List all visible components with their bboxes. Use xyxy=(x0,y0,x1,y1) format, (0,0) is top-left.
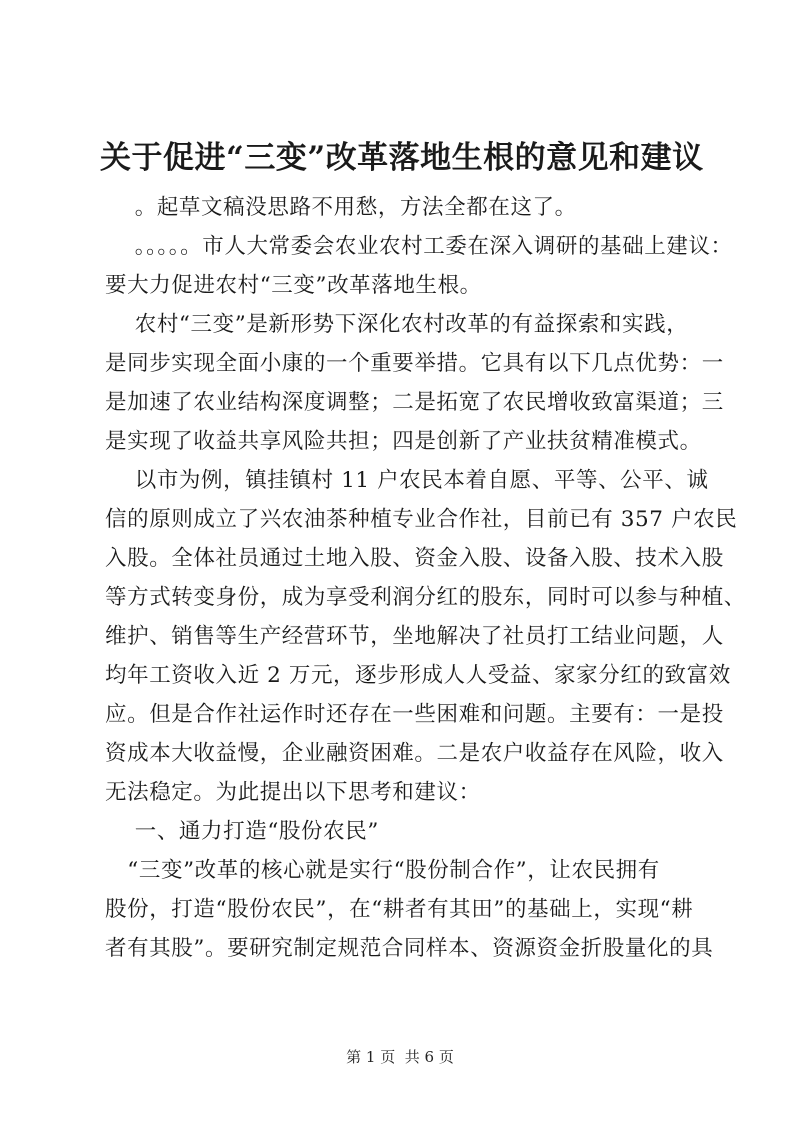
document-body xyxy=(105,188,746,968)
body-line: 入股。全体社员通过土地入股、资金入股、设备入股、技术入股 xyxy=(105,546,724,571)
body-line: 是实现了收益共享风险共担；四是创新了产业扶贫精准模式。 xyxy=(105,429,702,454)
body-line: 要大力促进农村“三变”改革落地生根。 xyxy=(105,273,482,298)
body-line: 无法稳定。为此提出以下思考和建议： xyxy=(105,780,481,805)
body-line: 等方式转变身份，成为享受利润分红的股东，同时可以参与种植、 xyxy=(105,585,746,610)
body-line: 是加速了农业结构深度调整；二是拓宽了农民增收致富渠道；三 xyxy=(105,390,724,415)
body-line: 维护、销售等生产经营环节，坐地解决了社员打工结业问题，人 xyxy=(105,624,724,649)
body-line: 。起草文稿没思路不用愁，方法全都在这了。 xyxy=(105,195,577,220)
body-line: “三变”改革的核心就是实行“股份制合作”，让农民拥有 xyxy=(105,858,660,883)
body-line: 者有其股”。要研究制定规范合同样本、资源资金折股量化的具 xyxy=(105,936,714,961)
document-title: 关于促进“三变”改革落地生根的意见和建议 xyxy=(100,140,704,176)
body-line: 信的原则成立了兴农油茶种植专业合作社，目前已有 357 户农民 xyxy=(105,507,738,532)
body-line: 。。。。。市人大常委会农业农村工委在深入调研的基础上建议： xyxy=(105,234,733,259)
body-line: 均年工资收入近 2 万元，逐步形成人人受益、家家分红的致富效 xyxy=(105,663,731,688)
body-line: 应。但是合作社运作时还存在一些困难和问题。主要有：一是投 xyxy=(105,702,724,727)
body-line: 资成本大收益慢，企业融资困难。二是农户收益存在风险，收入 xyxy=(105,741,724,766)
body-line: 股份，打造“股份农民”，在“耕者有其田”的基础上，实现“耕 xyxy=(105,897,694,922)
body-line: 农村“三变”是新形势下深化农村改革的有益探索和实践， xyxy=(105,312,689,337)
page-footer: 第 1 页 共 6 页 xyxy=(346,1048,454,1066)
section-heading: 一、通力打造“股份农民” xyxy=(105,819,379,844)
body-line: 以市为例，镇挂镇村 11 户农民本着自愿、平等、公平、诚 xyxy=(105,468,709,493)
body-line: 是同步实现全面小康的一个重要举措。它具有以下几点优势：一 xyxy=(105,351,724,376)
